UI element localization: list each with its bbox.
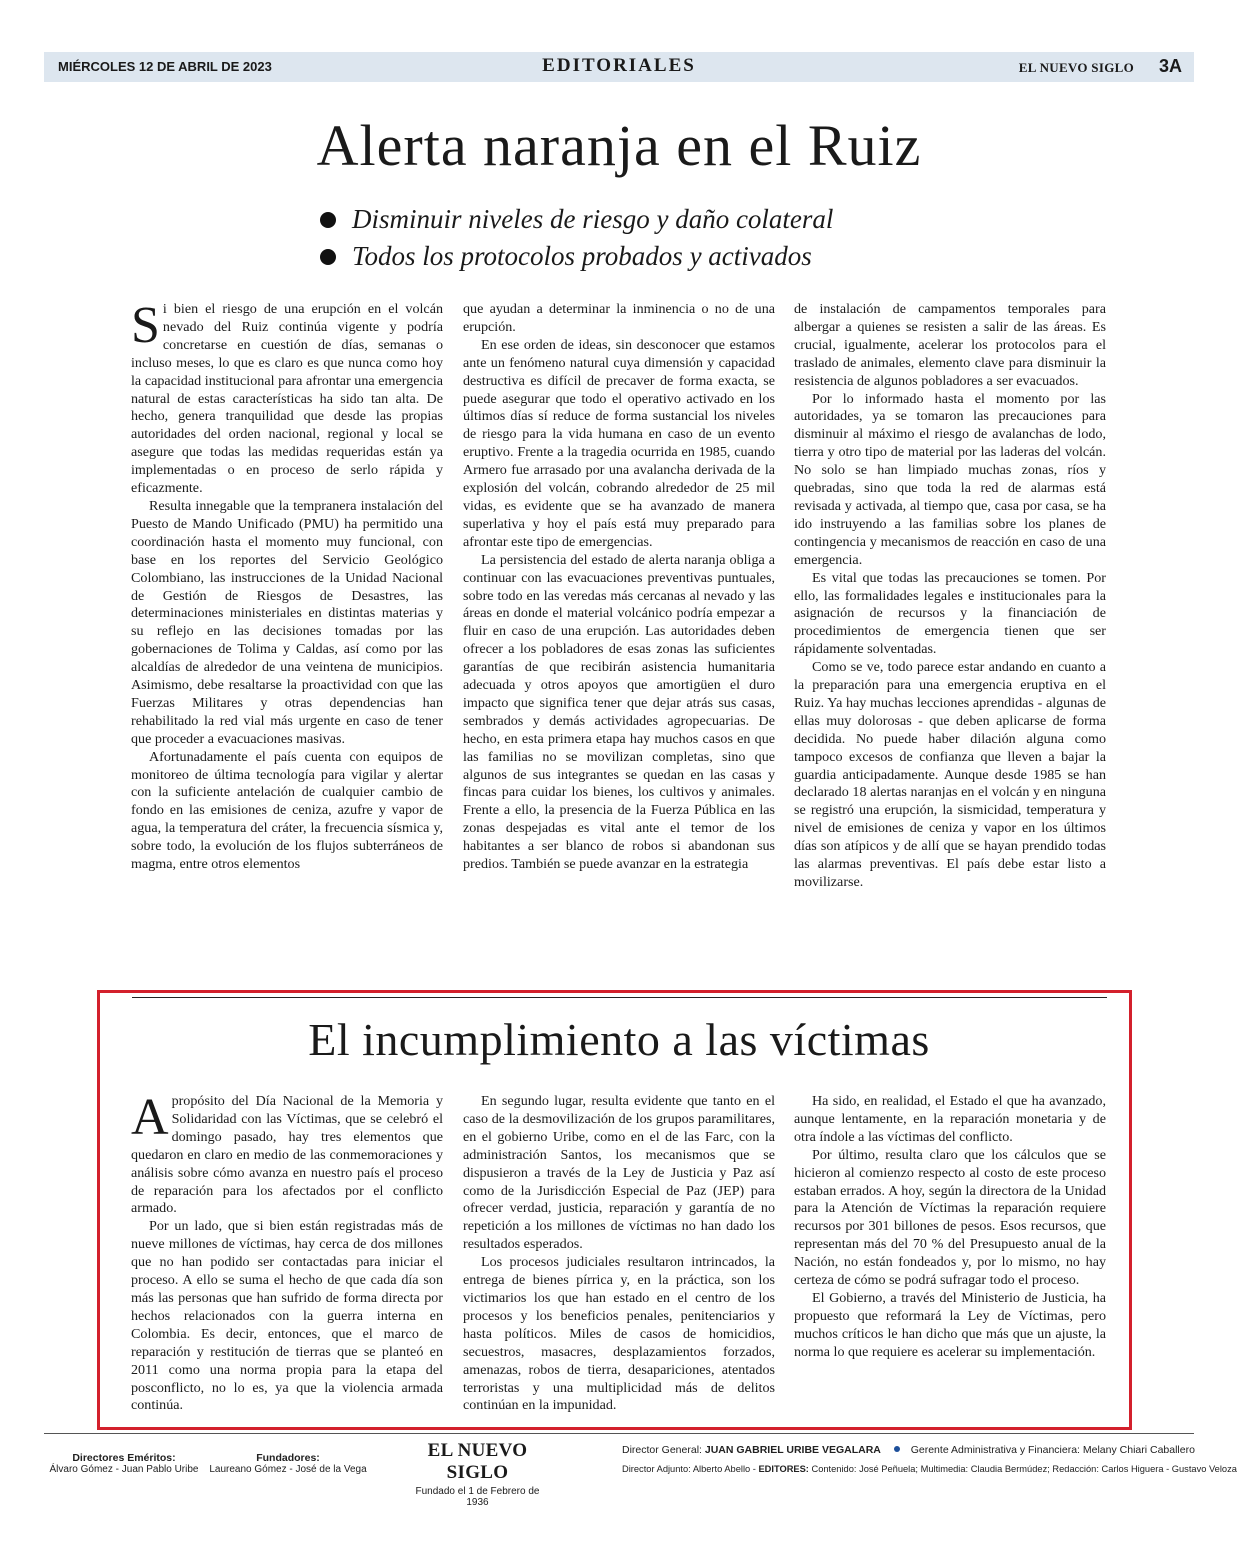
paragraph: de instalación de campamentos temporales para albergar a quienes se resisten a salir de las áreas. Es crucial, igualmente, acelerar los protocolos para el traslado de animales, elemento clave para disminuir la resistencia de algunos pobladores a ser evacuados. — [794, 301, 1106, 389]
newspaper-name: EL NUEVO SIGLO — [1018, 60, 1134, 75]
paragraph: Si bien el riesgo de una erupción en el volcán nevado del Ruiz continúa vigente y podría concretarse en cuestión de días, semanas o incluso meses, lo que es claro es que nunca como hoy la capacidad institucional para afrontar una emergencia natural de estas características ha sido tan alta. De hecho, genera tranquilidad que desde las propias autoridades del orden nacional, regional y local se asegure que todas las medidas requeridas están ya implementadas o en proceso de serlo rápida y eficazmente. — [131, 297, 443, 497]
paragraph: Resulta innegable que la tempranera instalación del Puesto de Mando Unificado (PMU) ha permitido una coordinación hasta el momento muy funcional, con base en los reportes del Servicio Geológico Colombiano, las instrucciones de la Unidad Nacional de Gestión de Riesgos de Desastres, las determinaciones ministeriales en distintas materias y su reflejo en las decisiones tomadas por las gobernaciones de Tolima y Caldas, así como por las alcaldías de alrededor de una veintena de municipios. Asimismo, debe resaltarse la proactividad con que las Fuerzas Militares y otras dependencias han rehabilitado la red vial más urgente en caso de tener que proceder a evacuaciones masivas. — [131, 497, 443, 747]
paragraph: que ayudan a determinar la inminencia o no de una erupción. — [463, 301, 775, 335]
fundadores-names: Laureano Gómez - José de la Vega — [209, 1464, 367, 1475]
paragraph: Apropósito del Día Nacional de la Memoria y Solidaridad con las Víctimas, que se celebró el domingo pasado, hay tres elementos que quedaron en claro en medio de las conmemoraciones y análisis sobre cómo avanza en nuestro país el proceso de reparación para los afectados por el conflicto armado. — [131, 1089, 443, 1217]
paragraph: Como se ve, todo parece estar andando en cuanto a la preparación para una emergencia eruptiva en el Ruiz. Ya hay muchas lecciones aprendidas - algunas de ellas muy dolorosas - que deben aplicarse de forma decidida. No puede haber dilación alguna como tampoco excesos de confianza que lleven a bajar la guardia anticipadamente. Aunque desde 1985 se han declarado 18 alertas naranjas en el volcán y en ninguna se registró una erupción, la sismicidad, temperatura y nivel de emisiones de ceniza y vapor en los últimos días son atípicos y de allí que se hayan prendido todas las alarmas preventivas. El país debe estar listo a movilizarse. — [794, 659, 1106, 890]
issue-date: MIÉRCOLES 12 DE ABRIL DE 2023 — [58, 59, 272, 74]
paragraph: En segundo lugar, resulta evidente que tanto en el caso de la desmovilización de los grupos paramilitares, en el gobierno Uribe, como en el de las Farc, con la administración Santos, los mecanismos que se dispusieron a través de la Ley de Justicia y Paz así como de la Jurisdicción Especial de Paz (JEP) para ofrecer verdad, justicia, reparación y garantía de no repetición a los millones de víctimas no han dado los resultados esperados. — [463, 1093, 775, 1253]
gerente-name: Melany Chiari Caballero — [1082, 1444, 1195, 1456]
paragraph: Es vital que todas las precauciones se tomen. Por ello, las formalidades legales e institucionales para la asignación de recursos y la financiación de procedimientos de emergencia tienen que ser rápidamente solventadas. — [794, 569, 1106, 658]
editorial-1-column-2 — [463, 301, 775, 874]
bullet-dot-icon — [320, 249, 336, 265]
director-name: JUAN GABRIEL URIBE VEGALARA — [704, 1444, 881, 1456]
summary-bullet — [320, 201, 1020, 238]
summary-bullet — [320, 238, 1020, 275]
editorial-2-column-2 — [463, 1093, 775, 1415]
footer-divider — [44, 1433, 1194, 1434]
editorial-1-column-3 — [794, 301, 1106, 892]
fundadores — [208, 1452, 368, 1475]
drop-cap: A — [131, 1089, 169, 1146]
paragraph: Afortunadamente el país cuenta con equipos de monitoreo de última tecnología para vigilar y alertar con la suficiente antelación de cualquier cambio de fondo en las emisiones de ceniza, azufre y vapor de agua, la temperatura del cráter, la frecuencia sísmica y, sobre todo, la evolución de los flujos subterráneos de magma, entre otros elementos — [131, 748, 443, 873]
editorial-2-column-3 — [794, 1093, 1106, 1362]
bullet-dot-icon — [320, 212, 336, 228]
summary-text: Disminuir niveles de riesgo y daño colateral — [352, 204, 834, 234]
paragraph: La persistencia del estado de alerta naranja obliga a continuar con las evacuaciones preventivas puntuales, sobre todo en las veredas más cercanas al nevado y las áreas en donde el material volcánico podría empezar a fluir en caso de una erupción. Las autoridades deben ofrecer a los pobladores de esas zonas las suficientes garantías de que recibirán asistencia humanitaria adecuada y otros apoyos que amortigüen el duro impacto que significa tener que dejar atrás sus casas, sembrados y demás actividades agropecuarias. De hecho, en esta primera etapa hay muchos casos en que las familias no se movilizan completas, sino que algunos de sus integrantes se quedan en las casas y fincas para cuidar los bienes, los cultivos y animales. Frente a ello, la presencia de la Fuerza Pública en las zonas despejadas es vital ante el temor de los habitantes a ser blanco de robos si abandonan sus predios. También se puede avanzar en la estrategia — [463, 551, 775, 873]
page-header — [44, 52, 1194, 82]
fundadores-label: Fundadores: — [256, 1452, 320, 1464]
paragraph: En ese orden de ideas, sin desconocer que estamos ante un fenómeno natural cuya dimensión y capacidad destructiva es difícil de precaver de forma exacta, se puede asegurar que todo el operativo activado en los últimos días sí reduce de forma sustancial los niveles de riesgo para la vida humana en caso de un evento eruptivo. Frente a la tragedia ocurrida en 1985, cuando Armero fue arrasado por una avalancha derivada de la explosión del volcán, cobrando alrededor de 25 mil vidas, es evidente que se ha avanzado de manera superlativa y hoy el país está muy preparado para afrontar este tipo de emergencias. — [463, 336, 775, 550]
directores-label: Directores Eméritos: — [72, 1452, 176, 1464]
paragraph: Ha sido, en realidad, el Estado el que ha avanzado, aunque lentamente, en la reparación monetaria y de otra índole a las víctimas del conflicto. — [794, 1093, 1106, 1145]
drop-cap: S — [131, 297, 160, 354]
footer-logo — [410, 1440, 545, 1508]
staff-line-2: Director Adjunto: Alberto Abello - EDITORES: Contenido: José Peñuela; Multimedia: Claudia Bermúdez; Redacción: Carlos Higuera - Gustavo Veloza — [622, 1464, 1237, 1474]
directores-emeritos — [44, 1452, 204, 1475]
footer-logo-name: EL NUEVO SIGLO — [427, 1440, 528, 1483]
editorial-1-column-1 — [131, 297, 443, 874]
summary-text: Todos los protocolos probados y activados — [352, 241, 812, 271]
editorial-2-title: El incumplimiento a las víctimas — [308, 1014, 930, 1065]
staff-line-1: Director General: JUAN GABRIEL URIBE VEGALARA Gerente Administrativa y Financiera: Melany Chiari Caballero — [622, 1444, 1195, 1456]
section-divider — [132, 997, 1107, 998]
section-title: EDITORIALES — [542, 55, 696, 76]
editorial-1-title: Alerta naranja en el Ruiz — [316, 113, 922, 178]
paragraph: Los procesos judiciales resultaron intrincados, la entrega de bienes pírrica y, en la práctica, son los victimarios los que han estado en el centro de los procesos y los beneficios penales, penitenciarios y hasta políticos. Miles de casos de homicidios, secuestros, masacres, desplazamientos forzados, amenazas, robos de tierra, desapariciones, atentados terroristas y una multiplicidad más de delitos continúan en la impunidad. — [463, 1254, 775, 1414]
paragraph: Por un lado, que si bien están registradas más de nueve millones de víctimas, hay cerca de dos millones que no han podido ser contactadas para iniciar el proceso. A ello se suma el hecho de que cada día son más las personas que han sufrido de forma directa por hechos relacionados con la guerra interna en Colombia. Es decir, entonces, que el marco de reparación y restitución de tierras que se planteó en 2011 como una norma propia para la etapa del posconflicto, no lo es, ya que la violencia armada continúa. — [131, 1218, 443, 1414]
editorial-1-summary — [320, 201, 1020, 275]
paragraph: El Gobierno, a través del Ministerio de Justicia, ha propuesto que reformará la Ley de Víctimas, pero muchos críticos le han dicho que más que un ajuste, la norma lo que requiere es acelerar su implementación. — [794, 1289, 1106, 1360]
paragraph: Por lo informado hasta el momento por las autoridades, ya se tomaron las precauciones para disminuir al máximo el riesgo de avalanchas de lodo, tierra y otro tipo de material por las laderas del volcán. No solo se han limpiado muchas zonas, ríos y quebradas, sino que toda la red de alarmas está revisada y activada, al tiempo que, casa por casa, se ha ido instruyendo a las familias sobre los planes de contingencia y mecanismos de reacción en caso de una emergencia. — [794, 390, 1106, 568]
founded-date: Fundado el 1 de Febrero de 1936 — [415, 1486, 540, 1508]
paragraph: Por último, resulta claro que los cálculos que se hicieron al comienzo respecto al costo de este proceso estaban errados. A hoy, según la directora de la Unidad para la Atención de Víctimas la reparación requiere recursos por 301 billones de pesos. Esos recursos, que representan más del 70 % del Presupuesto anual de la Nación, no están fondeados y, por lo mismo, no hay certeza de cómo se podrá sufragar todo el proceso. — [794, 1146, 1106, 1289]
page-number: 3A — [1158, 56, 1182, 76]
separator-dot-icon — [894, 1446, 900, 1452]
editorial-2-column-1 — [131, 1089, 443, 1415]
directores-names: Álvaro Gómez - Juan Pablo Uribe — [49, 1464, 199, 1475]
